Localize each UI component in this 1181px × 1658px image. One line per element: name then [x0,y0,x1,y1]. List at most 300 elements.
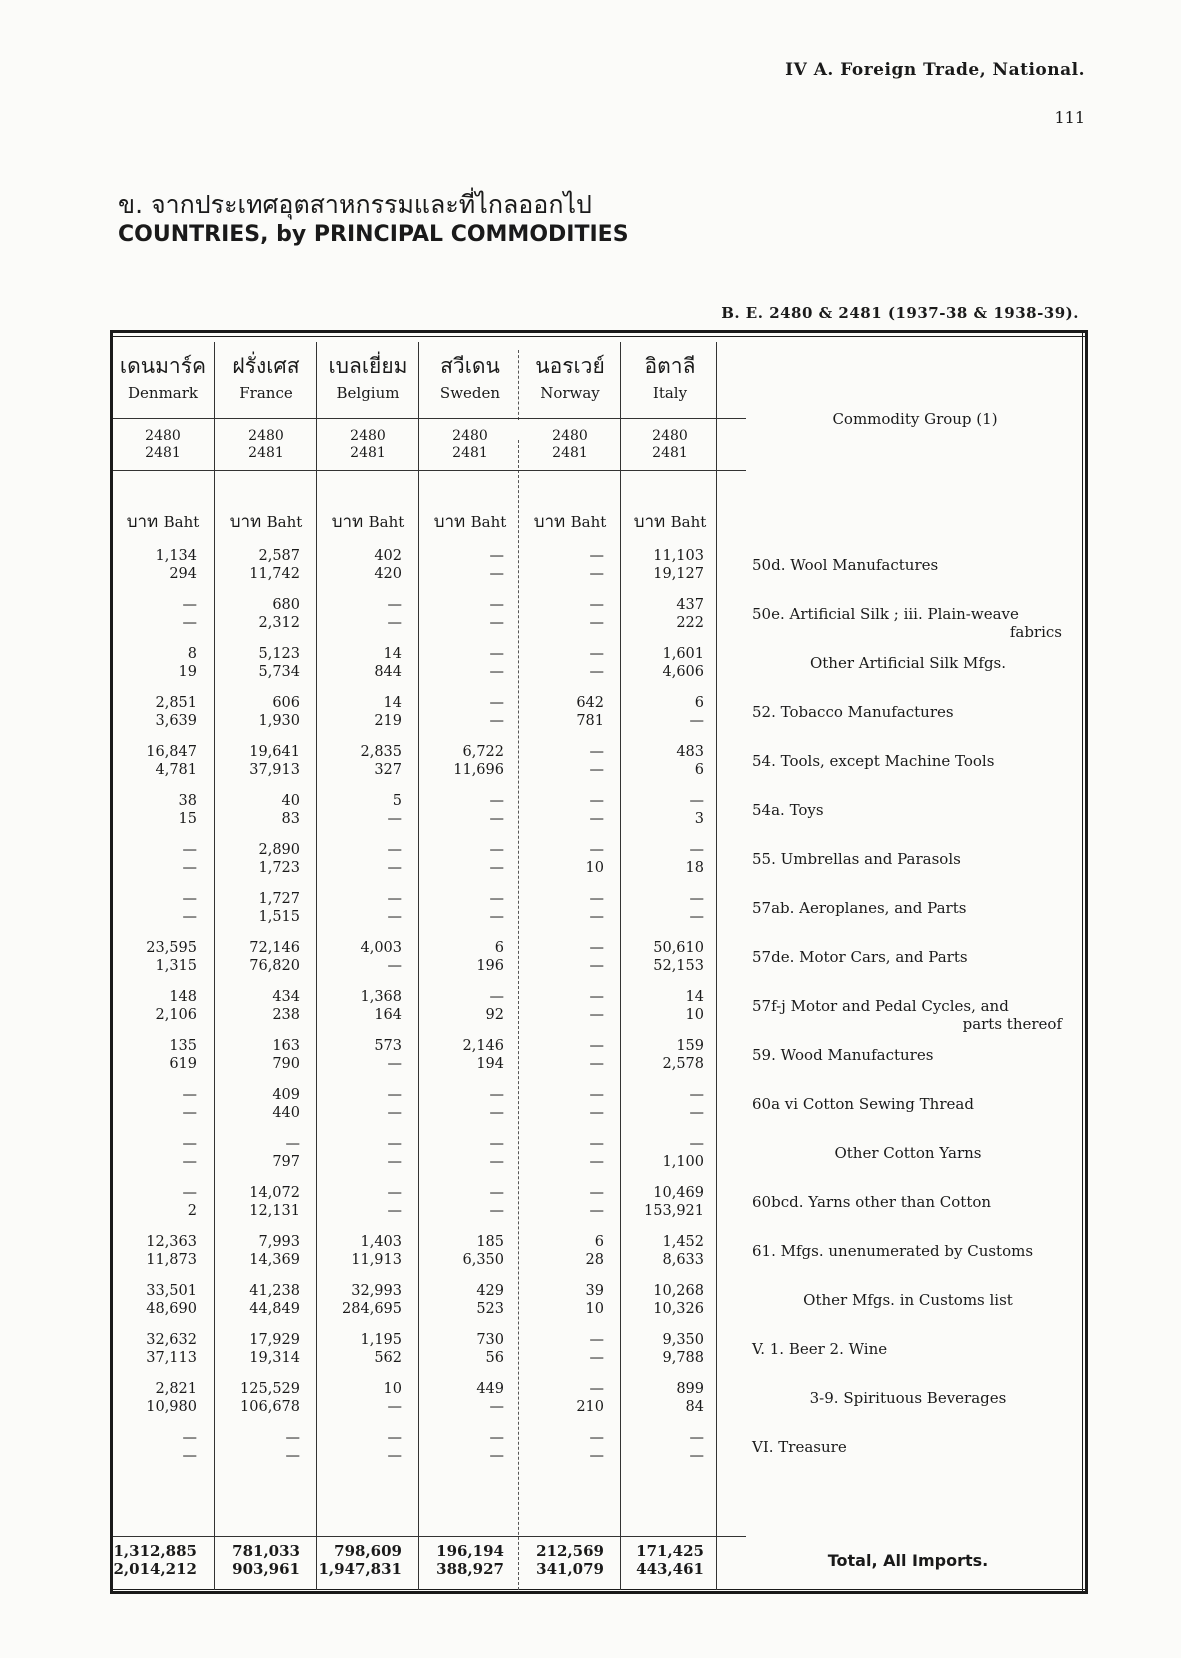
commodity-label [752,1046,1064,1064]
commodity-name: 55. Umbrellas and Parasols [752,850,961,868]
value-2481: 76,820 [249,958,300,974]
table-cell [216,1135,300,1171]
commodity-name: 54. Tools, except Machine Tools [752,752,995,770]
value-2481: — [387,615,402,631]
value-2480: — [689,1087,704,1103]
table-cell [620,743,704,779]
table-cell [620,547,704,583]
column-header-thai: ฝรั่งเศส [232,354,300,378]
commodity-name: VI. Treasure [752,1438,847,1456]
value-2481: 92 [485,1007,504,1023]
value-2480: 4,003 [360,940,402,956]
value-2480: 429 [476,1283,504,1299]
value-2481: 420 [374,566,402,582]
value-2481: 28 [585,1252,604,1268]
unit-english: Baht [570,513,607,531]
total-cell [520,1542,604,1578]
table-cell [216,1331,300,1367]
value-2481: 2,106 [155,1007,197,1023]
value-2481: 56 [485,1350,504,1366]
total-2481: 388,927 [436,1560,504,1578]
page-number: 111 [1054,108,1085,127]
column-header-english: Italy [652,384,688,402]
table-cell [420,596,504,632]
value-2481: 12,131 [249,1203,300,1219]
value-2481: 19,314 [249,1350,300,1366]
column-divider [316,342,317,1590]
column-header-english: France [239,384,293,402]
value-2480: — [589,548,604,564]
table-cell [318,743,402,779]
value-2480: 2,821 [155,1381,197,1397]
value-2481: 10 [685,1007,704,1023]
unit-label [216,508,316,535]
value-2481: — [387,1448,402,1464]
table-cell [318,1135,402,1171]
table-cell [620,988,704,1024]
commodity-label [752,1193,1064,1211]
value-2480: — [589,1381,604,1397]
value-2480: — [182,1087,197,1103]
table-cell [113,1037,197,1073]
value-2481: 10,326 [653,1301,704,1317]
year-a: 2480 [452,428,488,444]
table-cell [620,890,704,926]
value-2480: 38 [178,793,197,809]
commodity-name: 57de. Motor Cars, and Parts [752,948,968,966]
frame-rule-right [1082,330,1083,1594]
value-2480: 163 [272,1038,300,1054]
value-2480: 437 [676,597,704,613]
table-cell [620,1331,704,1367]
table-cell [620,1037,704,1073]
value-2481: 9,788 [662,1350,704,1366]
value-2481: 4,606 [662,664,704,680]
table-cell [318,939,402,975]
total-rule [113,1536,746,1537]
commodity-label [752,1242,1064,1260]
value-2480: 434 [272,989,300,1005]
year-b: 2481 [552,445,588,461]
value-2480: — [489,891,504,907]
table-cell [216,1380,300,1416]
table-cell [420,890,504,926]
value-2480: 7,993 [258,1234,300,1250]
value-2480: 449 [476,1381,504,1397]
table-cell [113,1184,197,1220]
table-cell [113,743,197,779]
value-2481: — [489,1399,504,1415]
value-2481: 11,696 [453,762,504,778]
table-cell [113,890,197,926]
column-divider [214,342,215,1590]
value-2480: — [489,695,504,711]
header-rule [113,418,746,419]
value-2480: — [489,597,504,613]
value-2481: 3 [694,811,704,827]
value-2481: 196 [476,958,504,974]
value-2481: — [387,909,402,925]
commodity-label [752,703,1064,721]
value-2480: 148 [169,989,197,1005]
total-2481: 903,961 [232,1560,300,1578]
value-2480: 11,103 [653,548,704,564]
value-2480: 1,368 [360,989,402,1005]
column-divider [418,342,419,1590]
value-2481: — [589,1007,604,1023]
table-cell [420,645,504,681]
value-2481: — [182,1105,197,1121]
table-cell [113,645,197,681]
value-2481: — [387,1154,402,1170]
value-2481: 153,921 [644,1203,704,1219]
value-2480: 1,134 [155,548,197,564]
table-cell [520,939,604,975]
year-b: 2481 [248,445,284,461]
commodity-label [752,1291,1064,1309]
value-2481: — [489,1203,504,1219]
value-2480: — [387,842,402,858]
value-2480: — [387,1185,402,1201]
value-2480: — [387,1430,402,1446]
commodity-name: 54a. Toys [752,801,824,819]
unit-english: Baht [470,513,507,531]
unit-label [318,508,418,535]
value-2481: 19 [178,664,197,680]
value-2480: — [489,548,504,564]
table-cell [318,547,402,583]
value-2481: 10 [585,1301,604,1317]
table-cell [620,841,704,877]
value-2480: — [387,1136,402,1152]
value-2480: — [182,891,197,907]
value-2481: — [589,762,604,778]
year-b: 2481 [145,445,181,461]
value-2481: 6,350 [462,1252,504,1268]
value-2480: 40 [281,793,300,809]
value-2481: 284,695 [342,1301,402,1317]
value-2481: — [182,1448,197,1464]
value-2480: — [182,1185,197,1201]
table-cell [318,988,402,1024]
value-2481: 2,578 [662,1056,704,1072]
column-header-thai: อิตาลี [644,354,696,378]
table-cell [420,1037,504,1073]
table-cell [620,645,704,681]
value-2481: 3,639 [155,713,197,729]
value-2480: — [689,793,704,809]
value-2480: — [182,842,197,858]
value-2481: 797 [272,1154,300,1170]
value-2480: — [285,1430,300,1446]
table-cell [216,1037,300,1073]
unit-label [420,508,520,535]
value-2480: 6 [594,1234,604,1250]
table-cell [520,988,604,1024]
value-2480: — [489,793,504,809]
value-2480: — [689,891,704,907]
commodity-name: 60bcd. Yarns other than Cotton [752,1193,992,1211]
value-2481: — [489,811,504,827]
value-2480: 50,610 [653,940,704,956]
value-2480: — [589,1430,604,1446]
year-a: 2480 [248,428,284,444]
table-cell [113,694,197,730]
value-2480: — [589,1087,604,1103]
value-2480: 19,641 [249,744,300,760]
column-header-thai: เบลเยี่ยม [328,354,408,378]
value-2480: — [387,1087,402,1103]
value-2481: 619 [169,1056,197,1072]
total-2480: 1,312,885 [113,1542,197,1560]
total-2481: 443,461 [636,1560,704,1578]
value-2481: 219 [374,713,402,729]
column-header-norway [520,350,620,402]
year-a: 2480 [552,428,588,444]
value-2481: 1,723 [258,860,300,876]
table-cell [216,1429,300,1465]
value-2480: 10 [383,1381,402,1397]
year-labels [113,428,213,462]
value-2481: 222 [676,615,704,631]
value-2480: — [589,646,604,662]
commodity-name: V. 1. Beer 2. Wine [752,1340,888,1358]
table-cell [113,841,197,877]
table-cell [520,792,604,828]
unit-english: Baht [163,513,200,531]
value-2481: 37,113 [146,1350,197,1366]
table-cell [216,939,300,975]
value-2480: 2,835 [360,744,402,760]
value-2480: 14,072 [249,1185,300,1201]
value-2480: 12,363 [146,1234,197,1250]
table-cell [318,1282,402,1318]
value-2480: 16,847 [146,744,197,760]
table-cell [620,694,704,730]
commodity-label [752,997,1064,1033]
value-2480: 9,350 [662,1332,704,1348]
value-2480: 1,195 [360,1332,402,1348]
year-b: 2481 [350,445,386,461]
commodity-name: 50e. Artificial Silk ; iii. Plain-weave [752,605,1019,623]
table-cell [420,1380,504,1416]
value-2481: 11,873 [146,1252,197,1268]
commodity-name: Other Mfgs. in Customs list [803,1291,1013,1309]
period-label: B. E. 2480 & 2481 (1937-38 & 1938-39). [721,304,1079,322]
value-2480: — [489,1430,504,1446]
value-2481: 83 [281,811,300,827]
column-header-italy [620,350,720,402]
value-2481: 1,315 [155,958,197,974]
table-cell [420,1282,504,1318]
table-cell [620,792,704,828]
value-2480: 14 [383,646,402,662]
value-2480: 2,146 [462,1038,504,1054]
table-cell [113,1135,197,1171]
table-cell [520,1086,604,1122]
header-rule [113,470,746,471]
value-2481: — [589,1056,604,1072]
value-2481: 2 [187,1203,197,1219]
commodity-name: 59. Wood Manufactures [752,1046,934,1064]
unit-label [113,508,213,535]
table-cell [420,1331,504,1367]
value-2481: — [489,664,504,680]
value-2481: 4,781 [155,762,197,778]
value-2480: 8 [187,646,197,662]
value-2480: 159 [676,1038,704,1054]
table-cell [520,1380,604,1416]
table-cell [620,1282,704,1318]
table-cell [520,890,604,926]
value-2480: 6,722 [462,744,504,760]
value-2481: — [387,860,402,876]
table-cell [216,890,300,926]
value-2481: — [387,1105,402,1121]
table-cell [620,1429,704,1465]
table-cell [113,988,197,1024]
table-cell [520,1135,604,1171]
column-header-english: Denmark [128,384,198,402]
value-2481: 10 [585,860,604,876]
unit-english: Baht [368,513,405,531]
value-2481: — [589,811,604,827]
table-cell [113,547,197,583]
value-2481: — [689,1448,704,1464]
table-cell [318,1037,402,1073]
table-cell [318,1184,402,1220]
value-2481: 37,913 [249,762,300,778]
commodity-label [752,605,1064,641]
value-2480: — [589,744,604,760]
commodity-label [752,1340,1064,1358]
unit-english: Baht [266,513,303,531]
table-cell [420,1135,504,1171]
value-2481: 8,633 [662,1252,704,1268]
value-2480: 1,403 [360,1234,402,1250]
value-2481: 790 [272,1056,300,1072]
table-cell [420,1184,504,1220]
value-2480: 1,452 [662,1234,704,1250]
value-2481: — [589,566,604,582]
value-2480: 6 [694,695,704,711]
table-cell [420,939,504,975]
table-cell [620,1184,704,1220]
table-cell [216,1233,300,1269]
value-2480: — [589,940,604,956]
value-2481: 194 [476,1056,504,1072]
value-2481: — [589,664,604,680]
commodity-label [752,1144,1064,1162]
value-2481: 11,742 [249,566,300,582]
table-cell [216,1184,300,1220]
commodity-label [752,556,1064,574]
table-cell [318,1086,402,1122]
table-cell [520,645,604,681]
year-labels [420,428,520,462]
value-2480: — [489,842,504,858]
total-2480: 781,033 [232,1542,300,1560]
value-2481: 52,153 [653,958,704,974]
unit-english: Baht [670,513,707,531]
value-2480: 14 [383,695,402,711]
table-cell [216,596,300,632]
table-cell [318,1331,402,1367]
table-cell [520,1331,604,1367]
commodity-label [752,1095,1064,1113]
value-2481: — [182,1154,197,1170]
year-a: 2480 [652,428,688,444]
commodity-name: 57ab. Aeroplanes, and Parts [752,899,967,917]
total-2480: 212,569 [536,1542,604,1560]
table-cell [113,939,197,975]
table-cell [113,1282,197,1318]
value-2481: — [182,909,197,925]
value-2480: — [489,646,504,662]
commodity-group-header: Commodity Group (1) [832,410,998,428]
unit-thai: บาท [533,512,571,532]
value-2481: 6 [694,762,704,778]
value-2481: — [285,1448,300,1464]
table-cell [620,1233,704,1269]
table-cell [216,694,300,730]
unit-thai: บาท [633,512,671,532]
table-cell [520,694,604,730]
column-header-thai: นอรเวย์ [535,354,605,378]
value-2480: — [689,1136,704,1152]
value-2480: — [589,891,604,907]
table-cell [113,1429,197,1465]
value-2481: — [387,1203,402,1219]
commodity-label [752,654,1064,672]
commodity-label [752,948,1064,966]
value-2481: — [387,958,402,974]
value-2480: 402 [374,548,402,564]
column-header-france [216,350,316,402]
value-2480: 33,501 [146,1283,197,1299]
commodity-name: 50d. Wool Manufactures [752,556,939,574]
table-cell [420,547,504,583]
value-2481: 5,734 [258,664,300,680]
value-2480: — [589,1136,604,1152]
value-2481: — [182,615,197,631]
value-2480: 1,601 [662,646,704,662]
total-label: Total, All Imports. [827,1551,989,1570]
frame-rule-top [110,336,1088,337]
column-header-sweden [420,350,520,402]
value-2480: 185 [476,1234,504,1250]
column-header-denmark [113,350,213,402]
value-2480: 10,469 [653,1185,704,1201]
year-a: 2480 [350,428,386,444]
value-2480: 32,632 [146,1332,197,1348]
commodity-name: 61. Mfgs. unenumerated by Customs [752,1242,1034,1260]
commodity-name: 52. Tobacco Manufactures [752,703,954,721]
table-cell [520,841,604,877]
commodity-name: Other Artificial Silk Mfgs. [809,654,1007,672]
table-cell [318,1429,402,1465]
table-cell [216,841,300,877]
table-cell [216,547,300,583]
value-2481: 844 [374,664,402,680]
value-2481: 164 [374,1007,402,1023]
table-cell [620,1135,704,1171]
table-cell [520,596,604,632]
value-2480: — [489,1087,504,1103]
table-cell [520,547,604,583]
table-cell [216,645,300,681]
table-cell [520,1233,604,1269]
